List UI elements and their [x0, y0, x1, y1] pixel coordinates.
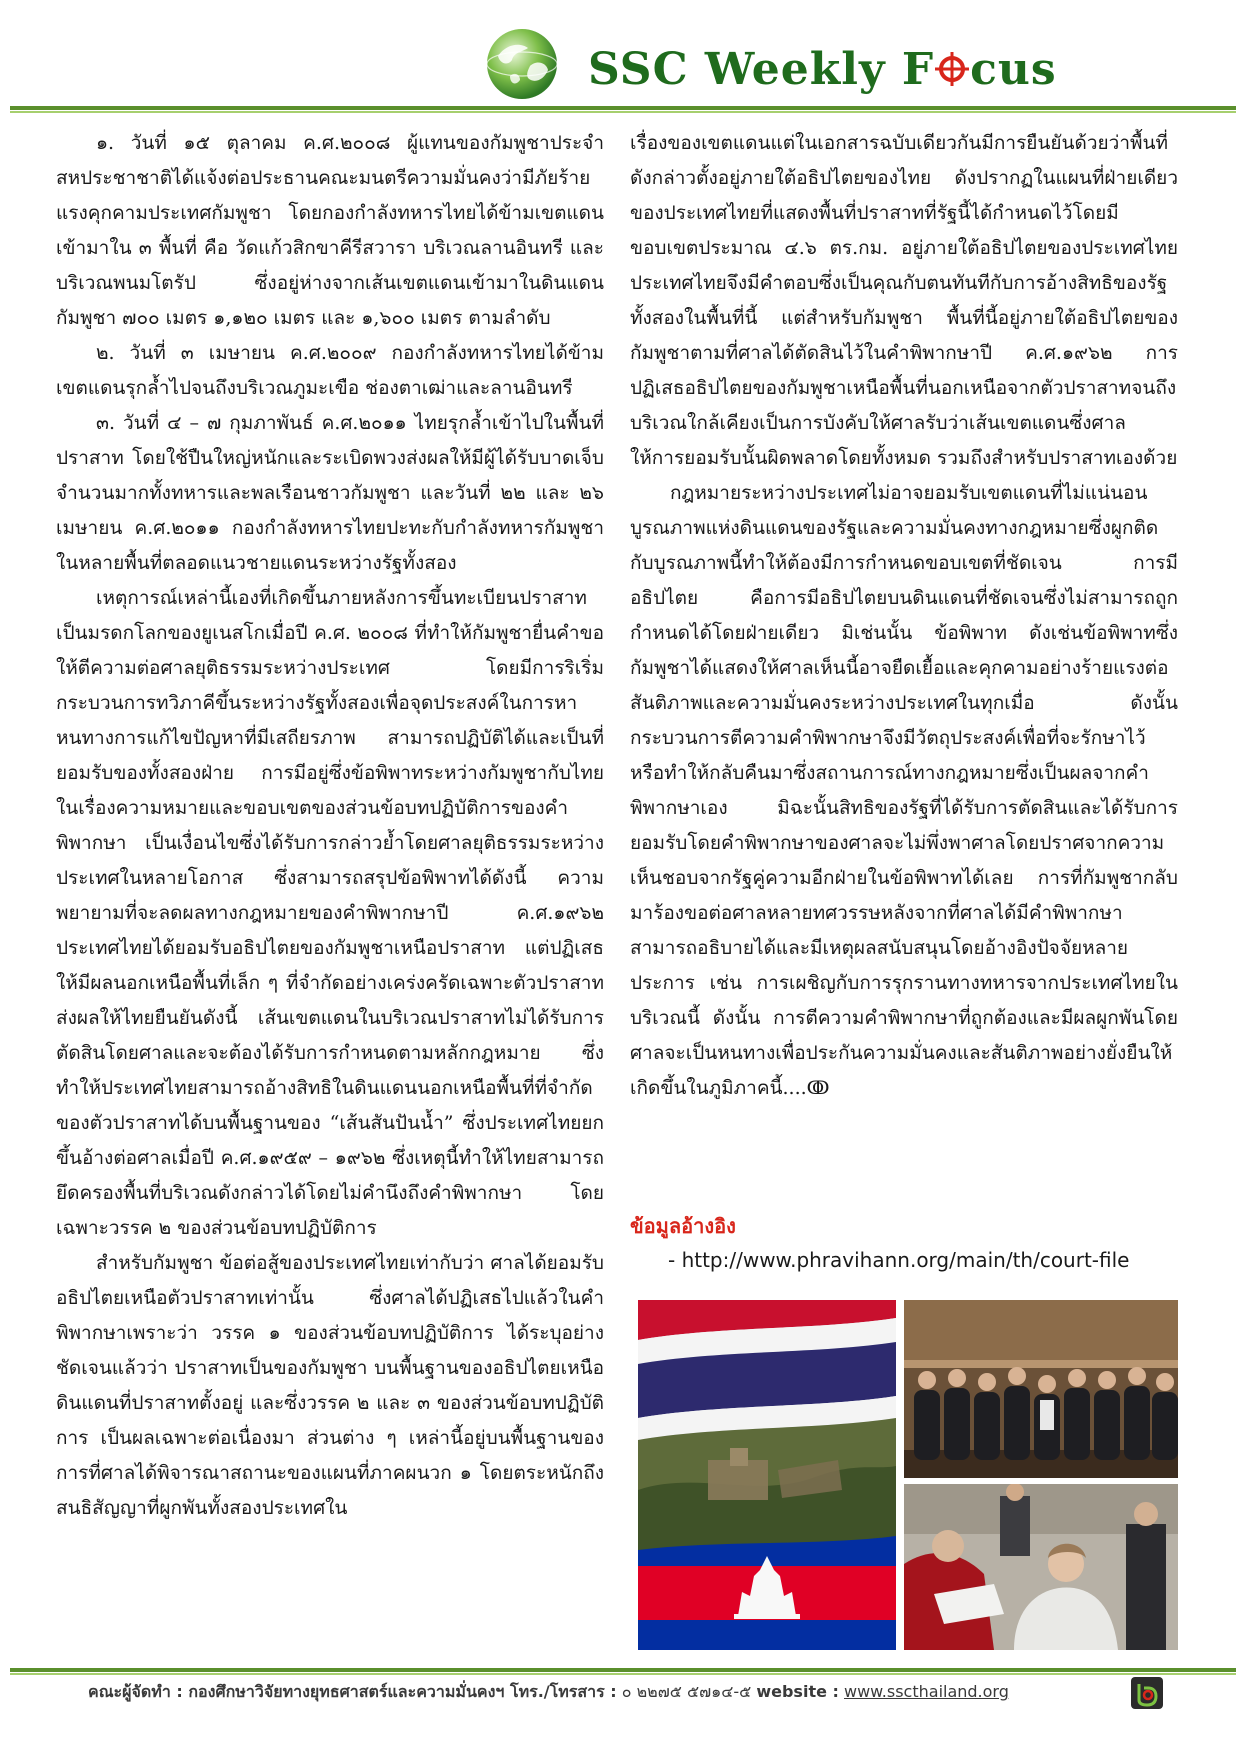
paragraph-background: เหตุการณ์เหล่านี้เองที่เกิดขึ้นภายหลังการขึ้นทะเบียนปราสาทเป็นมรดกโลกของยูเนสโกเมื่อปี ค.ศ. ๒๐๐๘ ที่ทำให้กัมพูชายื่นคำขอให้ตีความต่อศาลยุติธรรมระหว่างประเทศ โดยมีการริเริ่มกระบวนการทวิภาคีขึ้นระหว่างรัฐทั้งสองเพื่อจุดประสงค์ในการหาหนทางการแก้ไขปัญหาที่มีเสถียรภาพ สามารถปฏิบัติได้และเป็นที่ยอมรับของทั้งสองฝ่าย การมีอยู่ซึ่งข้อพิพาทระหว่างกัมพูชากับไทยในเรื่องความหมายและขอบเขตของส่วนข้อบทปฏิบัติการของคำพิพากษา เป็นเงื่อนไขซึ่งได้รับการกล่าวย้ำโดยศาลยุติธรรมระหว่างประเทศในหลายโอกาส ซึ่งสามารถสรุปข้อพิพาทได้ดังนี้ ความพยายามที่จะลดผลทางกฎหมายของคำพิพากษาปี ค.ศ.๑๙๖๒ ประเทศไทยได้ยอมรับอธิปไตยของกัมพูชาเหนือปราสาท แต่ปฏิเสธให้มีผลนอกเหนือพื้นที่เล็ก ๆ ที่จำกัดอย่างเคร่งครัดเฉพาะตัวปราสาท ส่งผลให้ไทยยืนยันดังนี้ เส้นเขตแดนในบริเวณปราสาทไม่ได้รับการตัดสินโดยศาลและจะต้องได้รับการกำหนดตามหลักกฎหมาย ซึ่งทำให้ประเทศไทยสามารถอ้างสิทธิในดินแดนนอกเหนือพื้นที่ที่จำกัดของตัวปราสาทได้บนพื้นฐานของ “เส้นสันปันน้ำ” ซึ่งประเทศไทยยกขึ้นอ้างต่อศาลเมื่อปี ค.ศ.๑๙๕๙ – ๑๙๖๒ ซึ่งเหตุนี้ทำให้ไทยสามารถยึดครองพื้นที่บริเวณดังกล่าวได้โดยไม่คำนึงถึงคำพิพากษา โดยเฉพาะวรรค ๒ ของส่วนข้อบทปฏิบัติการ	[56, 587, 604, 1239]
footer-credits: คณะผู้จัดทำ : กองศึกษาวิจัยทางยุทธศาสตร์และความมั่นคงฯ โทร./โทรสาร :	[88, 1682, 617, 1701]
right-column	[630, 126, 1178, 1106]
brand-title-end: cus	[970, 44, 1057, 95]
ssc-footer-logo-icon	[1130, 1676, 1164, 1710]
flags-temple-photo	[638, 1300, 896, 1650]
delegation-group-photo	[904, 1300, 1178, 1478]
header-divider	[10, 106, 1236, 110]
page-header	[0, 0, 1240, 112]
paragraph-cambodia-position: สำหรับกัมพูชา ข้อต่อสู้ของประเทศไทยเท่ากับว่า ศาลได้ยอมรับอธิปไตยเหนือตัวปราสาทเท่านั้น ซึ่งศาลได้ปฏิเสธไปแล้วในคำพิพากษาเพราะว่า วรรค ๑ ของส่วนข้อบทปฏิบัติการ ได้ระบุอย่างชัดเจนแล้วว่า ปราสาทเป็นของกัมพูชา บนพื้นฐานของอธิปไตยเหนือดินแดนที่ปราสาทตั้งอยู่ และซึ่งวรรค ๒ และ ๓ ของส่วนข้อบทปฏิบัติการ เป็นผลเฉพาะต่อเนื่องมา ส่วนต่าง ๆ เหล่านี้อยู่บนพื้นฐานของการที่ศาลได้พิจารณาสถานะของแผนที่ภาคผนวก ๑ โดยตระหนักถึงสนธิสัญญาที่ผูกพันทั้งสองประเทศใน	[56, 1252, 604, 1519]
references-heading: ข้อมูลอ้างอิง	[630, 1214, 736, 1238]
page-footer	[88, 1680, 1128, 1710]
reference-link[interactable]: - http://www.phravihann.org/main/th/court-file	[668, 1248, 1130, 1272]
footer-website-label: website :	[756, 1682, 839, 1701]
header-divider-light	[10, 111, 1236, 113]
brand-title-start: SSC Weekly F	[588, 44, 935, 95]
court-hearing-photo	[904, 1484, 1178, 1650]
paragraph-continuation: เรื่องของเขตแดนแต่ในเอกสารฉบับเดียวกันมีการยืนยันด้วยว่าพื้นที่ดังกล่าวตั้งอยู่ภายใต้อธิปไตยของไทย ดังปรากฏในแผนที่ฝ่ายเดียวของประเทศไทยที่แสดงพื้นที่ปราสาทที่รัฐนี้ได้กำหนดไว้โดยมีขอบเขตประมาณ ๔.๖ ตร.กม. อยู่ภายใต้อธิปไตยของประเทศไทย ประเทศไทยจึงมีคำตอบซึ่งเป็นคุณกับตนทันทีกับการอ้างสิทธิของรัฐทั้งสองในพื้นที่นี้ แต่สำหรับกัมพูชา พื้นที่นี้อยู่ภายใต้อธิปไตยของกัมพูชาตามที่ศาลได้ตัดสินไว้ในคำพิพากษาปี ค.ศ.๑๙๖๒ การปฏิเสธอธิปไตยของกัมพูชาเหนือพื้นที่นอกเหนือจากตัวปราสาทจนถึงบริเวณใกล้เคียงเป็นการบังคับให้ศาลรับว่าเส้นเขตแดนซึ่งศาลให้การยอมรับนั้นผิดพลาดโดยทั้งหมด รวมถึงสำหรับปราสาทเองด้วย	[630, 132, 1178, 469]
paragraph-incident-1: ๑. วันที่ ๑๕ ตุลาคม ค.ศ.๒๐๐๘ ผู้แทนของกัมพูชาประจำสหประชาชาติได้แจ้งต่อประธานคณะมนตรีความมั่นคงว่ามีภัยร้ายแรงคุกคามประเทศกัมพูชา โดยกองกำลังทหารไทยได้ข้ามเขตแดนเข้ามาใน ๓ พื้นที่ คือ วัดแก้วสิกขาคีรีสวารา บริเวณลานอินทรี และบริเวณพนมโตรัป ซึ่งอยู่ห่างจากเส้นเขตแดนเข้ามาในดินแดนกัมพูชา ๗๐๐ เมตร ๑,๑๒๐ เมตร และ ๑,๖๐๐ เมตร ตามลำดับ	[56, 132, 604, 329]
paragraph-international-law: กฎหมายระหว่างประเทศไม่อาจยอมรับเขตแดนที่ไม่แน่นอน บูรณภาพแห่งดินแดนของรัฐและความมั่นคงทางกฎหมายซึ่งผูกติดกับบูรณภาพนี้ทำให้ต้องมีการกำหนดขอบเขตที่ชัดเจน การมีอธิปไตย คือการมีอธิปไตยบนดินแดนที่ชัดเจนซึ่งไม่สามารถถูกกำหนดได้โดยฝ่ายเดียว มิเช่นนั้น ข้อพิพาท ดังเช่นข้อพิพาทซึ่งกัมพูชาได้แสดงให้ศาลเห็นนี้อาจยืดเยื้อและคุกคามอย่างร้ายแรงต่อสันติภาพและความมั่นคงระหว่างประเทศในทุกเมื่อ ดังนั้น กระบวนการตีความคำพิพากษาจึงมีวัตถุประสงค์เพื่อที่จะรักษาไว้หรือทำให้กลับคืนมาซึ่งสถานการณ์ทางกฎหมายซึ่งเป็นผลจากคำพิพากษาเอง มิฉะนั้นสิทธิของรัฐที่ได้รับการตัดสินและได้รับการยอมรับโดยคำพิพากษาของศาลจะไม่พึ่งพาศาลโดยปราศจากความเห็นชอบจากรัฐคู่ความอีกฝ่ายในข้อพิพาทได้เลย การที่กัมพูชากลับมาร้องขอต่อศาลหลายทศวรรษหลังจากที่ศาลได้มีคำพิพากษาสามารถอธิบายได้และมีเหตุผลสนับสนุนโดยอ้างอิงปัจจัยหลายประการ เช่น การเผชิญกับการรุกรานทางทหารจากประเทศไทยในบริเวณนี้ ดังนั้น การตีความคำพิพากษาที่ถูกต้องและมีผลผูกพันโดยศาลจะเป็นหนทางเพื่อประกันความมั่นคงและสันติภาพอย่างยั่งยืนให้เกิดขึ้นในภูมิภาคนี้....ↂ	[630, 482, 1178, 1099]
paragraph-incident-2: ๒. วันที่ ๓ เมษายน ค.ศ.๒๐๐๙ กองกำลังทหารไทยได้ข้ามเขตแดนรุกล้ำไปจนถึงบริเวณภูมะเขือ ช่องตาเฒ่าและลานอินทรี	[56, 342, 604, 399]
paragraph-incident-3: ๓. วันที่ ๔ – ๗ กุมภาพันธ์ ค.ศ.๒๐๑๑ ไทยรุกล้ำเข้าไปในพื้นที่ปราสาท โดยใช้ปืนใหญ่หนักและระเบิดพวงส่งผลให้มีผู้ได้รับบาดเจ็บจำนวนมากทั้งทหารและพลเรือนชาวกัมพูชา และวันที่ ๒๒ และ ๒๖ เมษายน ค.ศ.๒๐๑๑ กองกำลังทหารไทยปะทะกับกำลังทหารกัมพูชาในหลายพื้นที่ตลอดแนวชายแดนระหว่างรัฐทั้งสอง	[56, 412, 604, 574]
footer-website-link[interactable]: www.sscthailand.org	[844, 1682, 1009, 1701]
brand-title	[588, 44, 1188, 104]
crosshair-target-icon	[935, 46, 969, 80]
footer-phone: ๐ ๒๒๗๕ ๕๗๑๔-๕	[621, 1682, 752, 1701]
footer-divider	[10, 1668, 1236, 1672]
globe-logo-icon	[484, 26, 560, 102]
left-column	[56, 126, 604, 1526]
footer-divider-light	[10, 1673, 1236, 1675]
